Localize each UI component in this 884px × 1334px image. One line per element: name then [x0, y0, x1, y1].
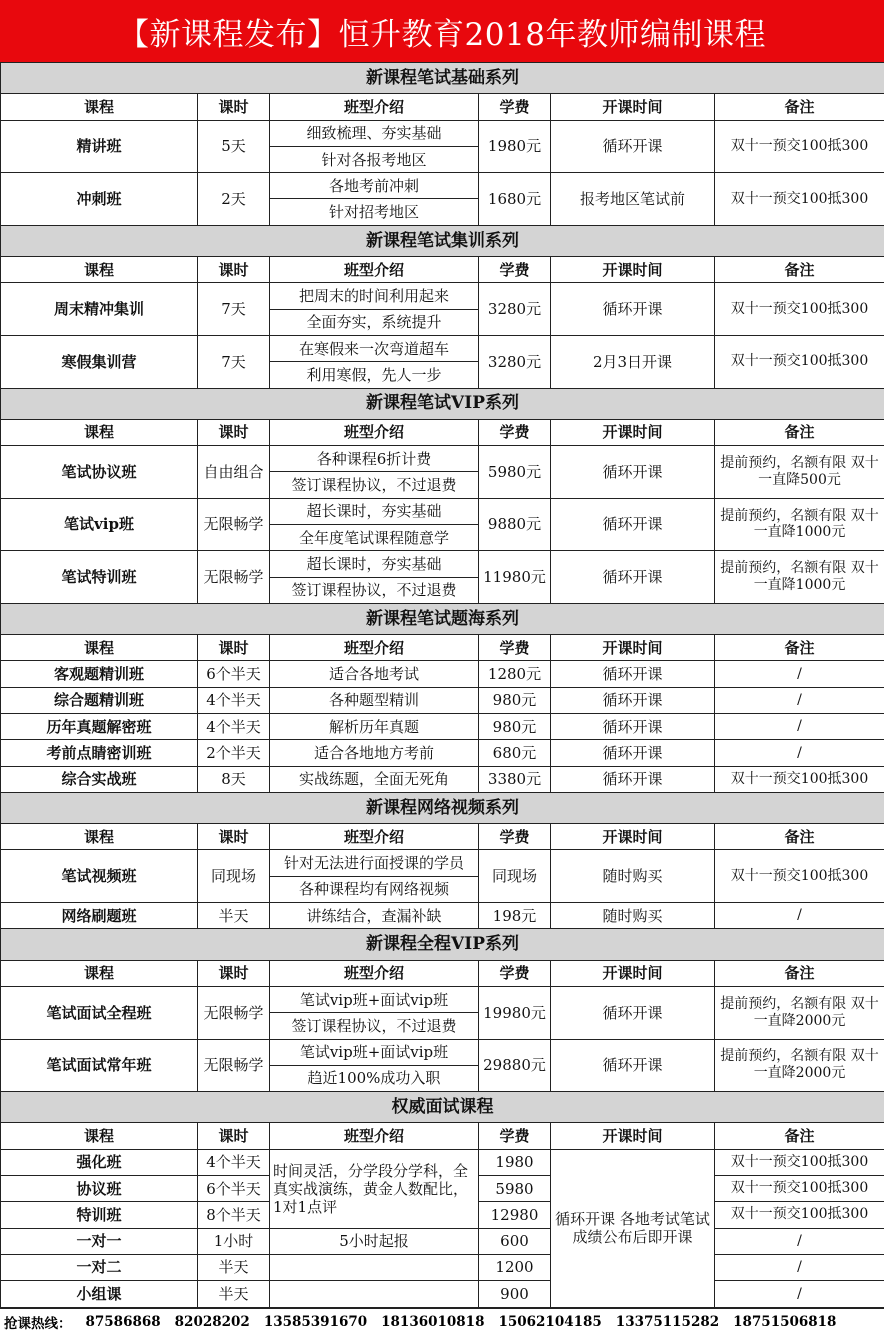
header-fee: 学费: [479, 635, 551, 661]
course-note: /: [715, 661, 884, 687]
course-hours: 4个半天: [198, 1149, 270, 1175]
course-fee: 3280元: [479, 283, 551, 336]
hotline-phone[interactable]: 13585391670: [263, 1313, 368, 1330]
course-start: 循环开课: [551, 661, 715, 687]
course-row: [1, 1039, 884, 1065]
header-intro: 班型介绍: [270, 960, 479, 986]
course-name: 笔试面试全程班: [1, 986, 198, 1039]
course-note: /: [715, 714, 884, 740]
course-start: 2月3日开课: [551, 335, 715, 388]
course-fee: 同现场: [479, 850, 551, 903]
section-title: 新课程笔试题海系列: [1, 603, 884, 634]
course-name: 精讲班: [1, 120, 198, 173]
course-table: [0, 62, 884, 1308]
course-hours: 2天: [198, 173, 270, 226]
course-name: 一对一: [1, 1228, 198, 1254]
course-note: /: [715, 1254, 884, 1280]
course-row: [1, 335, 884, 361]
header-row: [1, 257, 884, 283]
course-hours: 半天: [198, 903, 270, 929]
course-hours: 自由组合: [198, 446, 270, 499]
section-title: 权威面试课程: [1, 1092, 884, 1123]
course-intro: 趋近100%成功入职: [270, 1065, 479, 1091]
course-name: 笔试面试常年班: [1, 1039, 198, 1092]
header-hours: 课时: [198, 1123, 270, 1149]
course-fee: 980元: [479, 687, 551, 713]
course-name: 笔试特训班: [1, 551, 198, 604]
course-note: /: [715, 740, 884, 766]
course-fee: 9880元: [479, 498, 551, 551]
course-start: 报考地区笔试前: [551, 173, 715, 226]
course-start: 随时购买: [551, 903, 715, 929]
course-fee: 1680元: [479, 173, 551, 226]
course-hours: 2个半天: [198, 740, 270, 766]
course-name: 周末精冲集训: [1, 283, 198, 336]
course-row: [1, 173, 884, 199]
course-intro: 各种题型精训: [270, 687, 479, 713]
header-note: 备注: [715, 94, 884, 120]
course-fee: 12980: [479, 1202, 551, 1228]
course-row: [1, 986, 884, 1012]
course-intro: 针对招考地区: [270, 199, 479, 225]
section-row: [1, 792, 884, 823]
header-note: 备注: [715, 1123, 884, 1149]
header-fee: 学费: [479, 960, 551, 986]
course-start: 循环开课: [551, 498, 715, 551]
course-intro: 适合各地考试: [270, 661, 479, 687]
header-row: [1, 824, 884, 850]
course-note: 双十一预交100抵300: [715, 1202, 884, 1228]
course-name: 历年真题解密班: [1, 714, 198, 740]
course-name: 笔试vip班: [1, 498, 198, 551]
header-row: [1, 94, 884, 120]
section-row: [1, 929, 884, 960]
course-start: 随时购买: [551, 850, 715, 903]
course-row: [1, 1228, 884, 1254]
course-fee: 5980: [479, 1175, 551, 1201]
header-fee: 学费: [479, 419, 551, 445]
course-hours: 8个半天: [198, 1202, 270, 1228]
header-start: 开课时间: [551, 960, 715, 986]
course-name: 一对二: [1, 1254, 198, 1280]
hotline-phone[interactable]: 82028202: [174, 1313, 250, 1330]
course-name: 特训班: [1, 1202, 198, 1228]
course-hours: 7天: [198, 283, 270, 336]
course-start: 循环开课: [551, 283, 715, 336]
header-hours: 课时: [198, 419, 270, 445]
course-name: 考前点睛密训班: [1, 740, 198, 766]
hotline-phone[interactable]: 18751506818: [733, 1313, 837, 1330]
course-row: [1, 1149, 884, 1175]
section-title: 新课程网络视频系列: [1, 792, 884, 823]
header-fee: 学费: [479, 1123, 551, 1149]
header-intro: 班型介绍: [270, 94, 479, 120]
course-intro: 各地考前冲刺: [270, 173, 479, 199]
course-intro: 把周末的时间利用起来: [270, 283, 479, 309]
hotline-phone[interactable]: 18136010818: [381, 1313, 485, 1330]
course-start: 循环开课: [551, 1039, 715, 1092]
section-row: [1, 603, 884, 634]
course-name: 小组课: [1, 1281, 198, 1308]
header-fee: 学费: [479, 257, 551, 283]
course-row: [1, 766, 884, 792]
course-intro: 实战练题，全面无死角: [270, 766, 479, 792]
course-name: 笔试视频班: [1, 850, 198, 903]
course-intro-empty: [270, 1281, 479, 1308]
header-start: 开课时间: [551, 635, 715, 661]
header-course: 课程: [1, 960, 198, 986]
header-intro: 班型介绍: [270, 1123, 479, 1149]
course-hours: 半天: [198, 1254, 270, 1280]
header-fee: 学费: [479, 94, 551, 120]
course-note: 提前预约，名额有限 双十一直降2000元: [715, 1039, 884, 1092]
course-name: 协议班: [1, 1175, 198, 1201]
course-row: [1, 903, 884, 929]
course-intro: 5小时起报: [270, 1228, 479, 1254]
header-row: [1, 1123, 884, 1149]
course-intro: 细致梳理、夯实基础: [270, 120, 479, 146]
course-note: 双十一预交100抵300: [715, 335, 884, 388]
header-start: 开课时间: [551, 1123, 715, 1149]
course-intro: 各种课程均有网络视频: [270, 876, 479, 902]
course-start: 循环开课: [551, 687, 715, 713]
course-start: 循环开课: [551, 446, 715, 499]
course-hours: 无限畅学: [198, 498, 270, 551]
course-hours: 4个半天: [198, 714, 270, 740]
course-start: 循环开课: [551, 120, 715, 173]
course-hours: 半天: [198, 1281, 270, 1308]
course-row: [1, 498, 884, 524]
course-fee: 680元: [479, 740, 551, 766]
course-note: 提前预约，名额有限 双十一直降1000元: [715, 551, 884, 604]
hotline-bar: [0, 1308, 884, 1334]
header-intro: 班型介绍: [270, 419, 479, 445]
course-hours: 4个半天: [198, 687, 270, 713]
course-row: [1, 446, 884, 472]
page-title: 【新课程发布】恒升教育2018年教师编制课程: [0, 0, 884, 62]
course-intro: 讲练结合，查漏补缺: [270, 903, 479, 929]
course-name: 笔试协议班: [1, 446, 198, 499]
header-hours: 课时: [198, 94, 270, 120]
course-note: /: [715, 903, 884, 929]
course-start: 循环开课: [551, 740, 715, 766]
header-start: 开课时间: [551, 94, 715, 120]
course-name: 综合题精训班: [1, 687, 198, 713]
course-intro: 笔试vip班+面试vip班: [270, 986, 479, 1012]
header-course: 课程: [1, 257, 198, 283]
course-fee: 600: [479, 1228, 551, 1254]
section-title: 新课程笔试集训系列: [1, 225, 884, 256]
course-name: 强化班: [1, 1149, 198, 1175]
course-row: [1, 661, 884, 687]
course-fee: 980元: [479, 714, 551, 740]
course-intro: 全年度笔试课程随意学: [270, 524, 479, 550]
course-intro: 适合各地地方考前: [270, 740, 479, 766]
section-row: [1, 63, 884, 94]
course-row: [1, 714, 884, 740]
course-note: 双十一预交100抵300: [715, 766, 884, 792]
course-note: 双十一预交100抵300: [715, 173, 884, 226]
course-fee: 198元: [479, 903, 551, 929]
header-hours: 课时: [198, 824, 270, 850]
course-row: [1, 551, 884, 577]
course-note: /: [715, 687, 884, 713]
header-note: 备注: [715, 635, 884, 661]
course-note: 双十一预交100抵300: [715, 1149, 884, 1175]
section-title: 新课程笔试VIP系列: [1, 388, 884, 419]
course-fee: 1980元: [479, 120, 551, 173]
course-hours: 7天: [198, 335, 270, 388]
course-note: /: [715, 1281, 884, 1308]
course-hours: 6个半天: [198, 661, 270, 687]
header-start: 开课时间: [551, 824, 715, 850]
course-row: [1, 1254, 884, 1280]
course-hours: 8天: [198, 766, 270, 792]
header-hours: 课时: [198, 960, 270, 986]
course-hours: 1小时: [198, 1228, 270, 1254]
course-intro: 签订课程协议，不过退费: [270, 577, 479, 603]
course-hours: 无限畅学: [198, 986, 270, 1039]
course-name: 寒假集训营: [1, 335, 198, 388]
course-intro: 各种课程6折计费: [270, 446, 479, 472]
course-name: 网络刷题班: [1, 903, 198, 929]
course-hours: 同现场: [198, 850, 270, 903]
header-row: [1, 419, 884, 445]
course-intro: 利用寒假，先人一步: [270, 362, 479, 388]
course-start: 循环开课: [551, 551, 715, 604]
course-intro-empty: [270, 1254, 479, 1280]
course-intro: 针对各报考地区: [270, 146, 479, 172]
course-note: 提前预约，名额有限 双十一直降2000元: [715, 986, 884, 1039]
course-intro: 全面夯实，系统提升: [270, 309, 479, 335]
header-fee: 学费: [479, 824, 551, 850]
hotline-phone[interactable]: 13375115282: [615, 1313, 720, 1330]
course-note: 提前预约，名额有限 双十一直降1000元: [715, 498, 884, 551]
course-note: 双十一预交100抵300: [715, 1175, 884, 1201]
course-note: 提前预约，名额有限 双十一直降500元: [715, 446, 884, 499]
section-row: [1, 225, 884, 256]
header-hours: 课时: [198, 257, 270, 283]
course-note: 双十一预交100抵300: [715, 120, 884, 173]
header-course: 课程: [1, 94, 198, 120]
section-title: 新课程笔试基础系列: [1, 63, 884, 94]
header-note: 备注: [715, 419, 884, 445]
course-intro: 签订课程协议，不过退费: [270, 1013, 479, 1039]
course-start: 循环开课: [551, 766, 715, 792]
course-row: [1, 120, 884, 146]
course-row: [1, 1281, 884, 1308]
course-note: 双十一预交100抵300: [715, 283, 884, 336]
course-intro: 笔试vip班+面试vip班: [270, 1039, 479, 1065]
course-intro: 在寒假来一次弯道超车: [270, 335, 479, 361]
header-start: 开课时间: [551, 419, 715, 445]
course-name: 综合实战班: [1, 766, 198, 792]
header-course: 课程: [1, 824, 198, 850]
course-intro: 签订课程协议，不过退费: [270, 472, 479, 498]
header-start: 开课时间: [551, 257, 715, 283]
course-fee: 1200: [479, 1254, 551, 1280]
course-note: /: [715, 1228, 884, 1254]
course-row: [1, 740, 884, 766]
hotline-label: 抢课热线：: [4, 1315, 72, 1332]
course-row: [1, 687, 884, 713]
course-intro: 针对无法进行面授课的学员: [270, 850, 479, 876]
header-course: 课程: [1, 419, 198, 445]
header-note: 备注: [715, 960, 884, 986]
course-hours: 6个半天: [198, 1175, 270, 1201]
course-row: [1, 850, 884, 876]
course-fee: 5980元: [479, 446, 551, 499]
course-fee: 1280元: [479, 661, 551, 687]
section-row: [1, 388, 884, 419]
header-course: 课程: [1, 635, 198, 661]
section-title: 新课程全程VIP系列: [1, 929, 884, 960]
course-name: 冲刺班: [1, 173, 198, 226]
course-fee: 3280元: [479, 335, 551, 388]
header-intro: 班型介绍: [270, 257, 479, 283]
course-hours: 无限畅学: [198, 1039, 270, 1092]
course-row: [1, 283, 884, 309]
course-start: 循环开课: [551, 714, 715, 740]
header-course: 课程: [1, 1123, 198, 1149]
course-hours: 无限畅学: [198, 551, 270, 604]
header-intro: 班型介绍: [270, 824, 479, 850]
header-hours: 课时: [198, 635, 270, 661]
header-row: [1, 635, 884, 661]
course-fee: 19980元: [479, 986, 551, 1039]
course-fee: 29880元: [479, 1039, 551, 1092]
course-intro-group: 时间灵活，分学段分学科，全真实战演练，黄金人数配比，1对1点评: [270, 1149, 479, 1228]
header-intro: 班型介绍: [270, 635, 479, 661]
course-fee: 11980元: [479, 551, 551, 604]
course-intro: 超长课时，夯实基础: [270, 498, 479, 524]
course-start-group: 循环开课 各地考试笔试成绩公布后即开课: [551, 1149, 715, 1307]
course-hours: 5天: [198, 120, 270, 173]
header-note: 备注: [715, 257, 884, 283]
section-row: [1, 1092, 884, 1123]
course-note: 双十一预交100抵300: [715, 850, 884, 903]
hotline-phone[interactable]: 15062104185: [498, 1313, 602, 1330]
header-row: [1, 960, 884, 986]
course-intro: 超长课时，夯实基础: [270, 551, 479, 577]
course-fee: 1980: [479, 1149, 551, 1175]
header-note: 备注: [715, 824, 884, 850]
course-start: 循环开课: [551, 986, 715, 1039]
course-name: 客观题精训班: [1, 661, 198, 687]
course-fee: 3380元: [479, 766, 551, 792]
course-fee: 900: [479, 1281, 551, 1308]
hotline-phone[interactable]: 87586868: [85, 1313, 161, 1330]
course-intro: 解析历年真题: [270, 714, 479, 740]
